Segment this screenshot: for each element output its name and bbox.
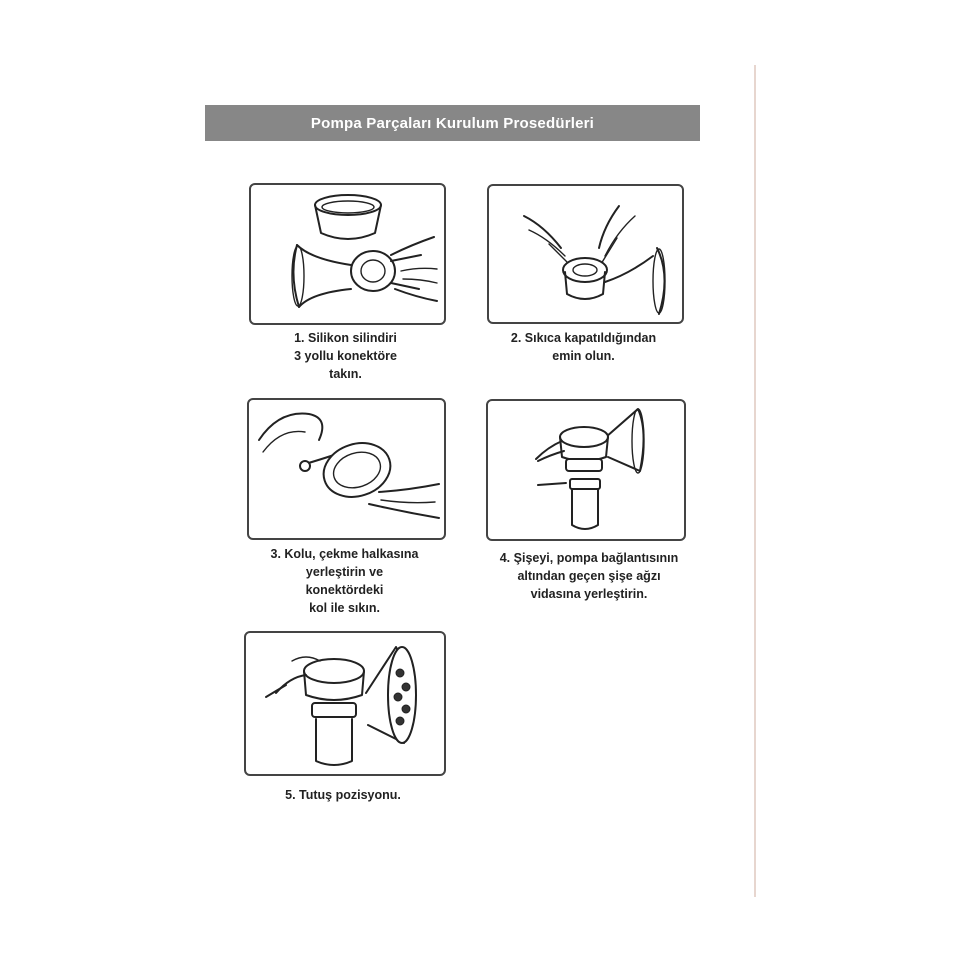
holding-position-drawing [246,633,444,774]
silicone-cylinder-connector-drawing [251,185,444,323]
step-3-illustration [247,398,446,540]
step-4-line-3: vidasına yerleştirin. [530,587,648,601]
step-3-line-3: konektördeki [305,583,384,597]
step-4-line-1: 4. Şişeyi, pompa bağlantısının [499,551,679,565]
header-bar [205,105,700,141]
step-1-line-2: 3 yollu konektöre [294,349,397,363]
handle-pull-ring-drawing [249,400,444,538]
bottle-attach-drawing [488,401,684,539]
step-4-illustration [486,399,686,541]
step-5-illustration [244,631,446,776]
step-3-line-4: kol ile sıkın. [309,601,380,615]
step-3-caption [237,545,452,617]
step-3-line-2: yerleştirin ve [305,565,384,579]
step-1-line-3: takın. [329,367,362,381]
step-2-caption [477,329,690,365]
page-edge-line [754,65,756,897]
step-2-line-2: emin olun. [552,349,615,363]
sealing-connector-drawing [489,186,682,322]
step-1-illustration [249,183,446,325]
step-3-line-1: 3. Kolu, çekme halkasına [270,547,419,561]
step-1-line-1: 1. Silikon silindiri [294,331,397,345]
step-5-caption [244,786,442,804]
step-1-caption [249,329,442,383]
page-title: Pompa Parçaları Kurulum Prosedürleri [310,114,595,132]
step-4-caption [476,549,702,603]
step-4-line-2: altından geçen şişe ağzı [517,569,661,583]
step-2-illustration [487,184,684,324]
step-5-line-1: 5. Tutuş pozisyonu. [285,788,401,802]
step-2-line-1: 2. Sıkıca kapatıldığından [510,331,657,345]
